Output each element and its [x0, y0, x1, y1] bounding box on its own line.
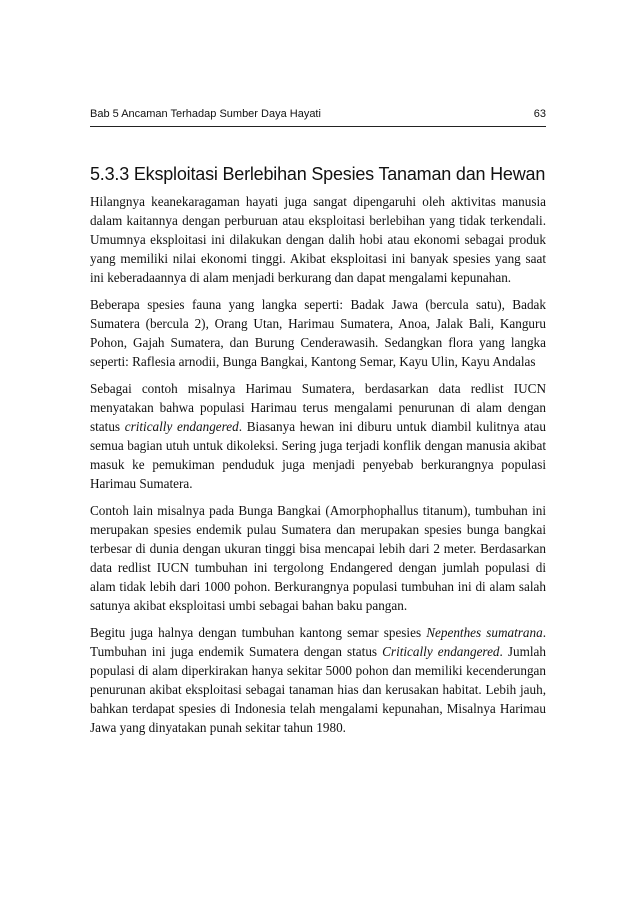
- status-term: Critically endangered: [382, 644, 500, 659]
- section-title: 5.3.3 Eksploitasi Berlebihan Spesies Tanaman dan Hewan: [90, 164, 546, 184]
- species-name: Nepenthes sumatrana: [426, 625, 543, 640]
- paragraph-pitcher-plant: [90, 623, 546, 737]
- paragraph-exploitation-intro: Hilangnya keanekaragaman hayati juga sangat dipengaruhi oleh aktivitas manusia dalam kaitannya dengan perburuan atau eksploitasi berlebihan yang tidak terkendali. Umumnya eksploitasi ini dilakukan dengan dalih hobi atau ekonomi sebagai produk yang memiliki nilai ekonomi tinggi. Akibat eksploitasi ini banyak spesies yang saat ini keberadaannya di alam menjadi berkurang dan dapat mengalami kepunahan.: [90, 194, 546, 285]
- running-header: [90, 108, 546, 127]
- page-number: 63: [533, 108, 546, 120]
- book-page: [90, 108, 546, 745]
- paragraph-sumatran-tiger: [90, 379, 546, 493]
- paragraph-corpse-flower: Contoh lain misalnya pada Bunga Bangkai (Amorphophallus titanum), tumbuhan ini merupakan spesies endemik pulau Sumatera dan merupakan spesies bunga bangkai terbesar di dunia dengan ukuran tinggi bisa mencapai lebih dari 2 meter. Berdasarkan data redlist IUCN tumbuhan ini tergolong Endangered dengan jumlah populasi di alam tidak lebih dari 1000 pohon. Berkurangnya populasi tumbuhan ini di alam salah satunya akibat eksploitasi umbi sebagai bahan baku pangan.: [90, 503, 546, 613]
- chapter-title: Bab 5 Ancaman Terhadap Sumber Daya Hayati: [90, 108, 321, 120]
- paragraph-text: . Jumlah populasi di alam diperkirakan hanya sekitar 5000 pohon dan memiliki kecenderungan penurunan akibat eksploitasi sebagai tanaman hias dan kerusakan habitat. Lebih jauh, bahkan terdapat spesies di Indonesia telah mengalami kepunahan, Misalnya Harimau Jawa yang dinyatakan punah sekitar tahun 1980.: [90, 644, 546, 735]
- paragraph-text: . Biasanya hewan ini diburu untuk diambil kulitnya atau semua bagian utuh untuk dikoleksi. Sering juga terjadi konflik dengan manusia akibat masuk ke pemukiman penduduk juga menjadi penyebab berkurangnya populasi Harimau Sumatera.: [90, 419, 547, 491]
- paragraph-text: Sebagai contoh misalnya Harimau Sumatera, berdasarkan data redlist IUCN menyatakan bahwa populasi Harimau terus mengalami penurunan di alam dengan status: [90, 381, 546, 434]
- paragraph-text: . Tumbuhan ini juga endemik Sumatera dengan status: [90, 625, 546, 659]
- paragraph-rare-species: Beberapa spesies fauna yang langka seperti: Badak Jawa (bercula satu), Badak Sumatera (bercula 2), Orang Utan, Harimau Sumatera, Anoa, Jalak Bali, Kanguru Pohon, Gajah Sumatera, dan Burung Cenderawasih. Sedangkan flora yang langka seperti: Raflesia arnodii, Bunga Bangkai, Kantong Semar, Kayu Ulin, Kayu Andalas: [90, 297, 546, 369]
- paragraph-text: Begitu juga halnya dengan tumbuhan kantong semar spesies: [90, 625, 427, 640]
- status-term: critically endangered: [124, 419, 239, 434]
